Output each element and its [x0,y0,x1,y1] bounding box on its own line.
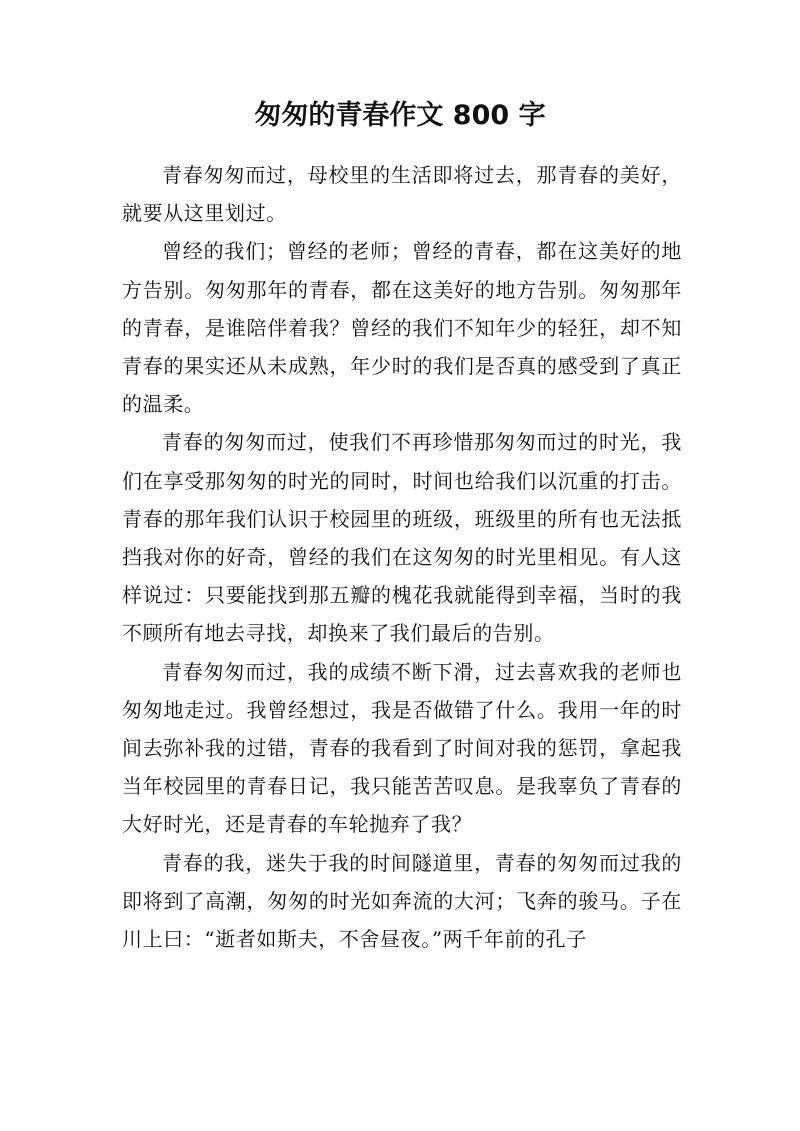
paragraph-2: 曾经的我们；曾经的老师；曾经的青春，都在这美好的地方告别。匆匆那年的青春，都在这美好的地方告别。匆匆那年的青春，是谁陪伴着我？曾经的我们不知年少的轻狂，却不知青春的果实还从未成熟，年少时的我们是否真的感受到了真正的温柔。 [122,239,682,417]
document-title: 匆匆的青春作文 800 字 [254,100,546,131]
document-body [122,156,682,958]
paragraph-4: 青春匆匆而过，我的成绩不断下滑，过去喜欢我的老师也匆匆地走过。我曾经想过，我是否做错了什么。我用一年的时间去弥补我的过错，青春的我看到了时间对我的惩罚，拿起我当年校园里的青春日记，我只能苦苦叹息。是我辜负了青春的大好时光，还是青春的车轮抛弃了我？ [122,659,682,837]
paragraph-5: 青春的我，迷失于我的时间隧道里，青春的匆匆而过我的即将到了高潮，匆匆的时光如奔流的大河；飞奔的骏马。子在川上曰：“逝者如斯夫，不舍昼夜。”两千年前的孔子 [122,850,682,952]
paragraph-3: 青春的匆匆而过，使我们不再珍惜那匆匆而过的时光，我们在享受那匆匆的时光的同时，时间也给我们以沉重的打击。青春的那年我们认识于校园里的班级，班级里的所有也无法抵挡我对你的好奇，曾经的我们在这匆匆的时光里相见。有人这样说过：只要能找到那五瓣的槐花我就能得到幸福，当时的我不顾所有地去寻找，却换来了我们最后的告别。 [122,430,682,646]
paragraph-1: 青春匆匆而过，母校里的生活即将过去，那青春的美好，就要从这里划过。 [122,163,682,226]
